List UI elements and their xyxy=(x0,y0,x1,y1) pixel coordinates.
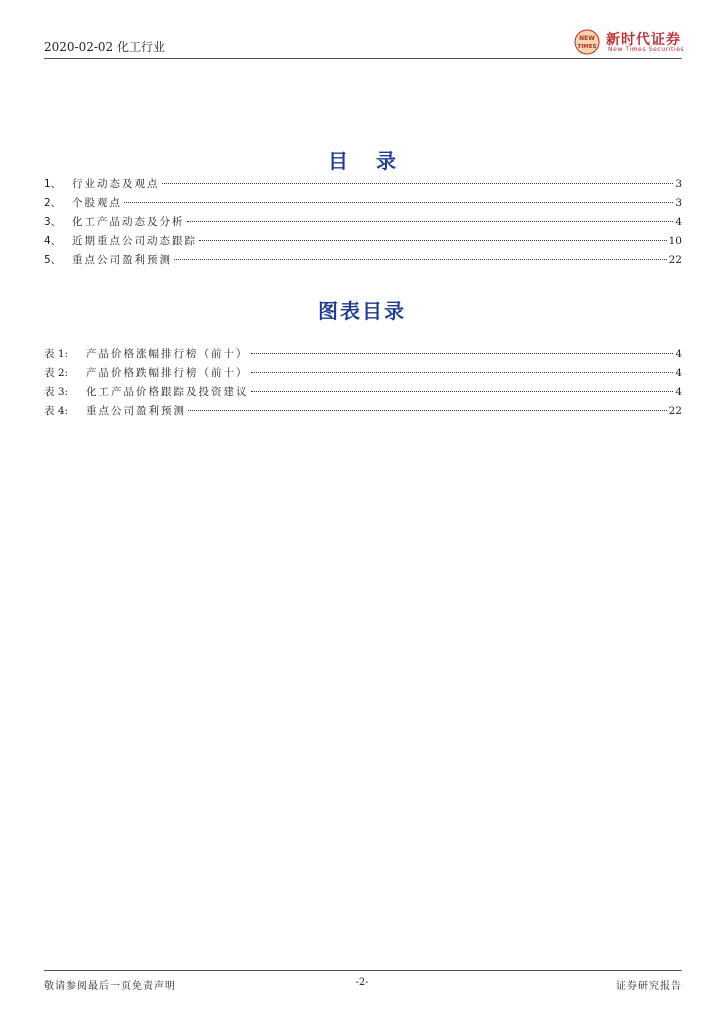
company-logo xyxy=(574,27,684,57)
figure-entry-page: 4 xyxy=(675,348,682,360)
figure-leader-dots xyxy=(251,391,674,392)
toc-entry-page: 3 xyxy=(675,178,682,190)
toc-leader-dots xyxy=(187,221,674,222)
figure-entry-number: 表 1: xyxy=(44,348,69,360)
toc-entry[interactable] xyxy=(44,233,682,249)
toc-entry-number: 4、 xyxy=(44,235,62,247)
toc-entry[interactable] xyxy=(44,176,682,192)
figure-entry-label: 产品价格涨幅排行榜（前十） xyxy=(86,348,249,360)
footer-report-type: 证券研究报告 xyxy=(616,981,682,992)
figure-entry[interactable] xyxy=(44,384,682,400)
figure-entry-number: 表 2: xyxy=(44,367,69,379)
figure-entry-page: 4 xyxy=(675,367,682,379)
toc-entry-number: 5、 xyxy=(44,254,62,266)
figure-leader-dots xyxy=(251,353,674,354)
figure-entry[interactable] xyxy=(44,403,682,419)
figure-entry-page: 22 xyxy=(668,405,682,417)
figure-entry-label: 化工产品价格跟踪及投资建议 xyxy=(86,386,249,398)
toc-title: 目录 xyxy=(328,149,424,173)
figure-entry[interactable] xyxy=(44,346,682,362)
toc-entry-number: 2、 xyxy=(44,197,62,209)
toc-leader-dots xyxy=(162,183,674,184)
figure-leader-dots xyxy=(251,372,674,373)
toc-leader-dots xyxy=(174,259,667,260)
toc-entry-label: 重点公司盈利预测 xyxy=(72,254,172,266)
svg-text:NEW: NEW xyxy=(579,35,595,42)
page-number: -2- xyxy=(355,977,369,988)
figure-entry[interactable] xyxy=(44,365,682,381)
toc-entry-page: 10 xyxy=(668,235,682,247)
toc-entry-label: 近期重点公司动态跟踪 xyxy=(72,235,197,247)
figure-entry-number: 表 3: xyxy=(44,386,69,398)
toc-entry-page: 22 xyxy=(668,254,682,266)
toc-entry[interactable] xyxy=(44,214,682,230)
figures-title: 图表目录 xyxy=(318,299,406,323)
toc-entry-label: 行业动态及观点 xyxy=(72,178,160,190)
figure-leader-dots xyxy=(188,410,667,411)
toc-entry-number: 1、 xyxy=(44,178,62,190)
figure-entry-number: 表 4: xyxy=(44,405,69,417)
new-times-emblem-icon xyxy=(574,29,600,55)
toc-entry[interactable] xyxy=(44,252,682,268)
figure-entry-label: 产品价格跌幅排行榜（前十） xyxy=(86,367,249,379)
footer-disclaimer-note: 敬请参阅最后一页免责声明 xyxy=(44,981,176,992)
toc-leader-dots xyxy=(199,240,667,241)
toc-entry-number: 3、 xyxy=(44,216,62,228)
toc-entry-label: 个股观点 xyxy=(72,197,122,209)
header-date-industry: 2020-02-02 化工行业 xyxy=(44,40,166,54)
toc-entry-label: 化工产品动态及分析 xyxy=(72,216,185,228)
figure-entry-label: 重点公司盈利预测 xyxy=(86,405,186,417)
header-divider xyxy=(44,58,682,59)
toc-entry-page: 4 xyxy=(675,216,682,228)
toc-entry-page: 3 xyxy=(675,197,682,209)
logo-name-en: New Times Securities xyxy=(608,46,685,53)
logo-name-cn: 新时代证券 xyxy=(606,32,681,48)
footer-divider xyxy=(44,970,682,971)
toc-leader-dots xyxy=(124,202,673,203)
figure-entry-page: 4 xyxy=(675,386,682,398)
svg-text:TIMES: TIMES xyxy=(577,44,597,50)
toc-entry[interactable] xyxy=(44,195,682,211)
